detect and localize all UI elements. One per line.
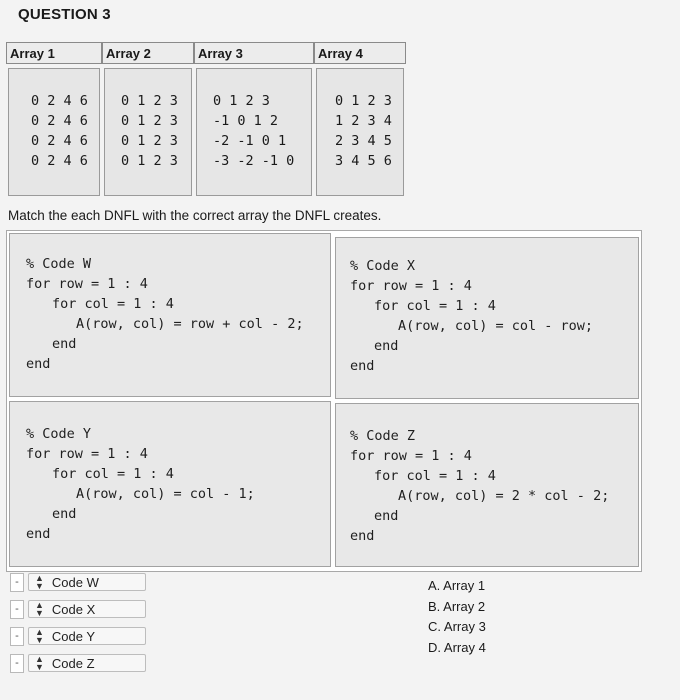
up-down-arrows-icon: ▲ ▼ [35, 627, 44, 645]
code-x-inner-end: end [374, 338, 399, 354]
code-z-comment: % Code Z [350, 428, 416, 444]
code-x-assignment: A(row, col) = col - row; [398, 318, 594, 334]
array-2-column [102, 42, 194, 196]
code-x-outer-end: end [350, 358, 375, 374]
code-x-comment: % Code X [350, 258, 416, 274]
code-z-outer-loop: for row = 1 : 4 [350, 448, 472, 464]
code-y-outer-loop: for row = 1 : 4 [26, 446, 148, 462]
answer-option-c: C. Array 3 [428, 619, 486, 634]
select-label: Code Z [51, 655, 95, 671]
question-title: QUESTION 3 [18, 6, 111, 23]
match-row-code-w [10, 572, 146, 592]
code-z-box [335, 403, 639, 567]
code-w-box [9, 233, 331, 397]
array-1-row: 0 2 4 6 [31, 133, 88, 149]
code-y-comment: % Code Y [26, 426, 92, 442]
answer-options [428, 576, 486, 658]
select-label: Code Y [51, 628, 96, 644]
answer-select-y[interactable]: - [10, 627, 24, 646]
code-w-inner-loop: for col = 1 : 4 [52, 296, 174, 312]
array-2-header: Array 2 [102, 42, 194, 64]
code-grid [6, 230, 642, 572]
array-3-row: -3 -2 -1 0 [213, 153, 295, 169]
code-y-outer-end: end [26, 526, 51, 542]
array-1-row: 0 2 4 6 [31, 113, 88, 129]
code-y-select[interactable] [28, 627, 146, 645]
code-z-select[interactable] [28, 654, 146, 672]
code-w-select[interactable] [28, 573, 146, 591]
code-x-select[interactable] [28, 600, 146, 618]
code-z-inner-loop: for col = 1 : 4 [374, 468, 496, 484]
code-x-outer-loop: for row = 1 : 4 [350, 278, 472, 294]
match-row-code-z [10, 653, 146, 673]
array-3-values [196, 68, 312, 196]
array-3-header: Array 3 [194, 42, 314, 64]
answer-select-x[interactable]: - [10, 600, 24, 619]
code-w-outer-end: end [26, 356, 51, 372]
code-w-inner-end: end [52, 336, 77, 352]
question-prompt: Match the each DNFL with the correct array the DNFL creates. [8, 208, 382, 223]
array-2-row: 0 1 2 3 [121, 153, 178, 169]
array-4-column [314, 42, 406, 196]
array-1-values [8, 68, 100, 196]
code-z-assignment: A(row, col) = 2 * col - 2; [398, 488, 610, 504]
array-3-row: -2 -1 0 1 [213, 133, 287, 149]
match-row-code-y [10, 626, 146, 646]
up-down-arrows-icon: ▲ ▼ [35, 600, 44, 618]
array-1-column [6, 42, 102, 196]
answer-select-w[interactable]: - [10, 573, 24, 592]
arrays-table [6, 42, 406, 196]
array-2-values [104, 68, 192, 196]
array-3-column [194, 42, 314, 196]
array-1-row: 0 2 4 6 [31, 93, 88, 109]
array-1-header: Array 1 [6, 42, 102, 64]
code-w-outer-loop: for row = 1 : 4 [26, 276, 148, 292]
select-label: Code X [51, 601, 96, 617]
array-1-row: 0 2 4 6 [31, 153, 88, 169]
array-3-row: -1 0 1 2 [213, 113, 279, 129]
array-3-row: 0 1 2 3 [213, 93, 270, 109]
answer-option-d: D. Array 4 [428, 639, 486, 655]
array-4-header: Array 4 [314, 42, 406, 64]
select-label: Code W [51, 574, 99, 590]
code-y-inner-end: end [52, 506, 77, 522]
answer-option-a: A. Array 1 [428, 578, 486, 593]
code-y-inner-loop: for col = 1 : 4 [52, 466, 174, 482]
code-x-inner-loop: for col = 1 : 4 [374, 298, 496, 314]
array-4-row: 0 1 2 3 [335, 93, 392, 109]
up-down-arrows-icon: ▲ ▼ [35, 654, 44, 672]
array-4-row: 2 3 4 5 [335, 133, 392, 149]
code-x-box [335, 237, 639, 399]
array-4-values [316, 68, 404, 196]
code-y-box [9, 401, 331, 567]
answer-option-b: B. Array 2 [428, 598, 486, 614]
code-z-outer-end: end [350, 528, 375, 544]
array-4-row: 1 2 3 4 [335, 113, 392, 129]
code-w-comment: % Code W [26, 256, 92, 272]
answer-select-z[interactable]: - [10, 654, 24, 673]
array-2-row: 0 1 2 3 [121, 93, 178, 109]
array-2-row: 0 1 2 3 [121, 113, 178, 129]
code-w-assignment: A(row, col) = row + col - 2; [76, 316, 304, 332]
match-row-code-x [10, 599, 146, 619]
code-y-assignment: A(row, col) = col - 1; [76, 486, 255, 502]
array-2-row: 0 1 2 3 [121, 133, 178, 149]
code-z-inner-end: end [374, 508, 399, 524]
array-4-row: 3 4 5 6 [335, 153, 392, 169]
up-down-arrows-icon: ▲ ▼ [35, 573, 44, 591]
